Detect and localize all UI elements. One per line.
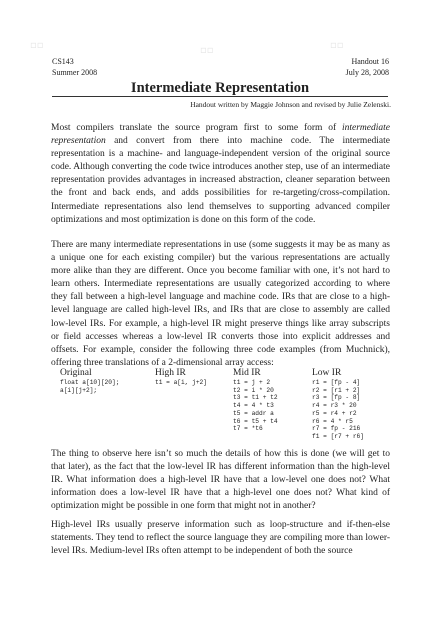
emphasis-term: intermediate representation — [51, 123, 390, 147]
byline: Handout written by Maggie Johnson and revised by Julie Zelenski. — [190, 100, 391, 109]
example-heading: High IR — [155, 368, 186, 378]
paragraph-categories: There are many intermediate representations in use (some suggests it may be as many as a unique one for each existing compiler) but the various representations are actually more alike than they are different. Once you become familiar with one, it’s not hard to learn others. Intermediate representations are usually categorized according to where they fall between a high-level language and machine code. IRs that are close to a high-level language are called high-level IRs, and IRs that are close to assembly are called low-level IRs. For example, a high-level IR might preserve things like array subscripts or field accesses whereas a low-level IR converts those into explicit addresses and offsets. For example, consider the following three code examples (from Muchnick), offering three translations of a 2-dimensional array access: — [51, 240, 390, 368]
watermark: ▫▫ — [330, 40, 344, 51]
example-heading: Original — [60, 368, 92, 378]
paragraph-high-level-irs: High-level IRs usually preserve information such as loop-structure and if-then-else statements. They tend to reflect the source language they are compiling more than lower-level IRs. Medium-level IRs often attempt to be independent of both the source — [51, 520, 390, 557]
example-high-ir — [155, 367, 207, 387]
code-block: r1 = [fp - 4] r2 = [r1 + 2] r3 = [fp - 8] r4 = r3 * 20 r5 = r4 + r2 r6 = 4 * r5 r7 = fp - 216 f1 = [r7 + r6] — [312, 379, 364, 440]
title-rule — [52, 96, 388, 97]
code-block: t1 = a[i, j+2] — [155, 379, 207, 386]
example-heading: Low IR — [312, 368, 342, 378]
handout-number: Handout 16 — [351, 57, 389, 66]
example-heading: Mid IR — [233, 368, 261, 378]
code-block: float a[10][20]; a[i][j+2]; — [60, 379, 120, 394]
paragraph-intro — [51, 122, 390, 227]
example-low-ir — [312, 367, 364, 441]
watermark: ▫▫ — [200, 45, 214, 56]
paragraph-text: Most compilers translate the source program first to some form of — [51, 123, 342, 133]
paragraph-text: and convert from there into machine code. The intermediate representation is a machine- and language-independent version of the original source code. Although converting the code twice introduces another step, use of an intermediate representation provides advantages in increased abstraction, cleaner separation between the front and back ends, and adds possibilities for re-targeting/cross-compilation. Intermediate representations also lend themselves to supporting advanced compiler optimizations and most optimization is done on this form of the code. — [51, 136, 390, 225]
example-original — [60, 367, 119, 394]
watermark: ▫▫ — [30, 40, 44, 51]
example-mid-ir — [233, 367, 278, 433]
date-label: July 28, 2008 — [345, 68, 389, 77]
document-title: Intermediate Representation — [130, 80, 310, 96]
term-label: Summer 2008 — [52, 68, 98, 77]
paragraph-observation: The thing to observe here isn’t so much the details of how this is done (we will get to that later), as the fact that the low-level IR has different information than the high-level IR. What information does a high-level IR have that a low-level one does not? What information does a low-level IR have that a high-level one does not? What kind of optimization might be possible in one form that might not in another? — [51, 449, 390, 512]
code-block: t1 = j + 2 t2 = i * 20 t3 = t1 + t2 t4 = 4 * t3 t5 = addr a t6 = t5 + t4 t7 = *t6 — [233, 379, 278, 433]
course-label: CS143 — [52, 57, 74, 66]
